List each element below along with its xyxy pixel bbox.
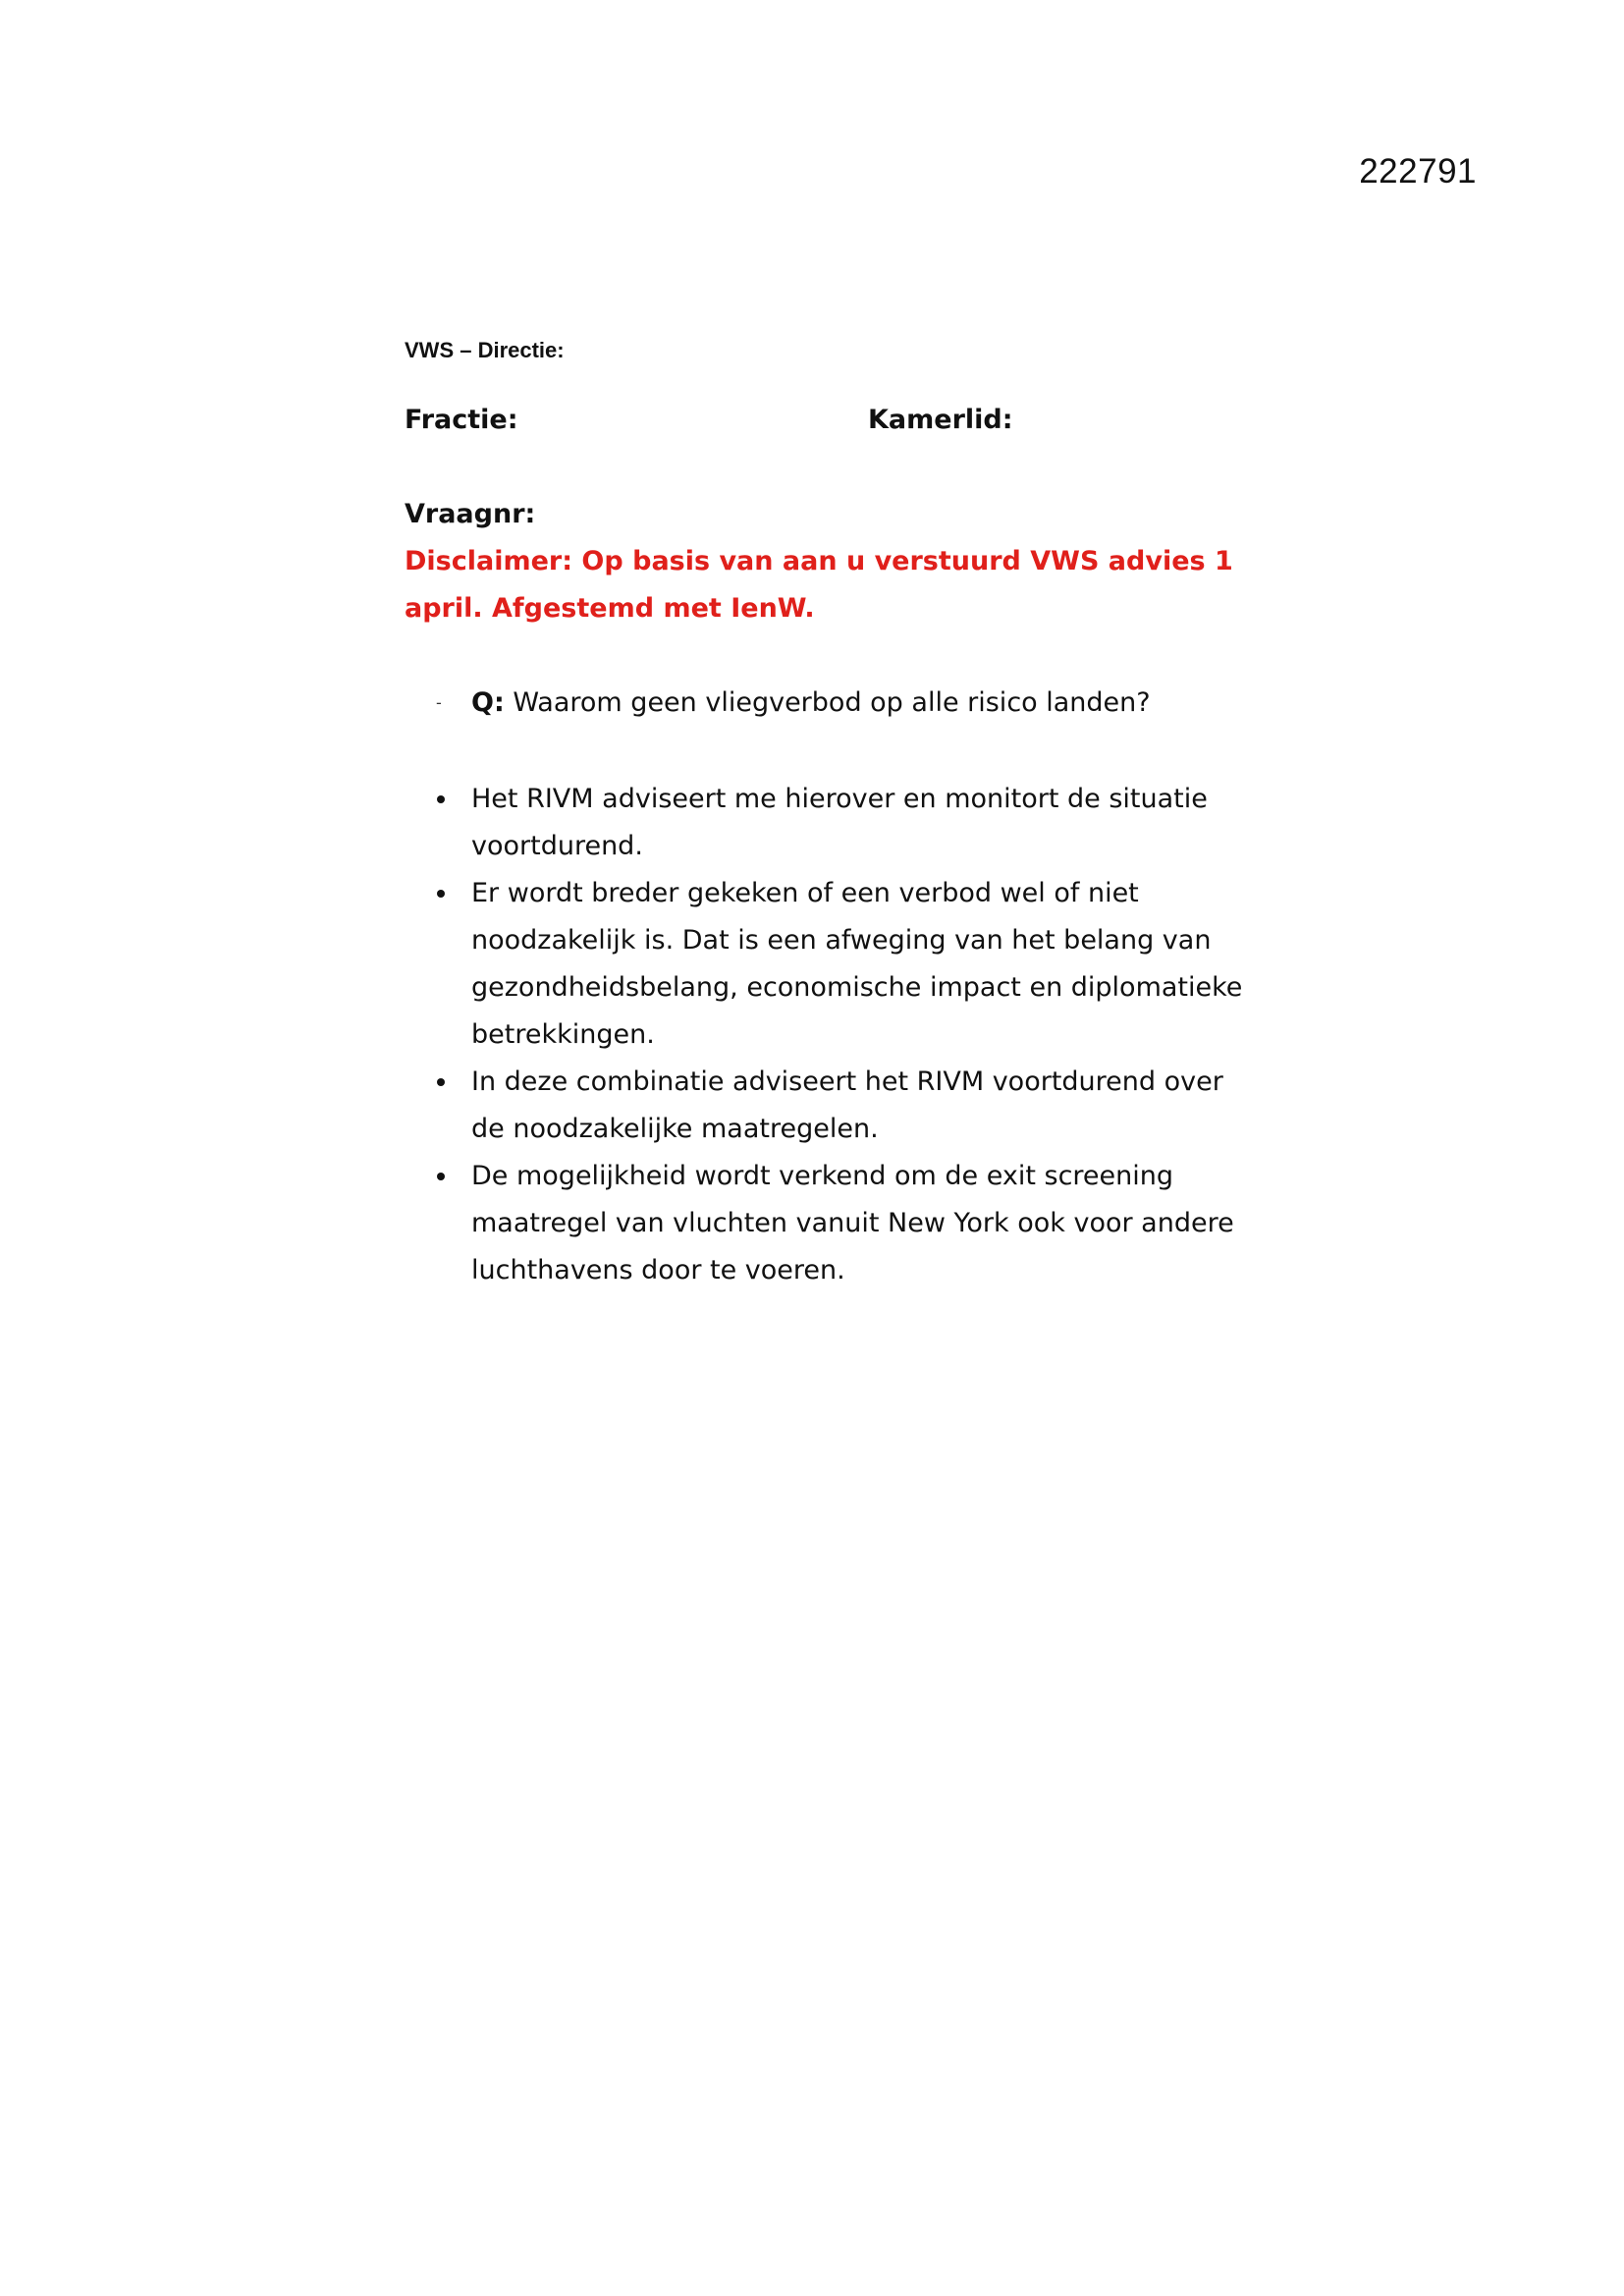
- vraagnr-label: Vraagnr:: [405, 499, 536, 529]
- answer-text: De mogelijkheid wordt verkend om de exit screening maatregel van vluchten vanuit New York ook voor andere luchthavens door te voeren.: [471, 1161, 1234, 1285]
- kamerlid-label: Kamerlid:: [868, 405, 1013, 435]
- answer-item: [405, 1059, 1247, 1153]
- bullet-icon: [437, 1173, 445, 1180]
- fractie-label: Fractie:: [405, 405, 518, 435]
- question-label: Q:: [471, 687, 505, 718]
- answer-text: Er wordt breder gekeken of een verbod wel of niet noodzakelijk is. Dat is een afweging van het belang van gezondheidsbelang, economische impact en diplomatieke betrekkingen.: [471, 878, 1243, 1050]
- document-number: 222791: [1359, 152, 1477, 191]
- bullet-icon: [437, 795, 445, 803]
- directie-label: VWS – Directie:: [405, 338, 565, 362]
- question-dash: -: [436, 693, 442, 712]
- question-text-line: [471, 683, 1151, 723]
- bullet-icon: [437, 890, 445, 898]
- bullet-icon: [437, 1078, 445, 1086]
- answer-item: [405, 776, 1247, 870]
- answer-item: [405, 870, 1247, 1059]
- answer-text: Het RIVM adviseert me hierover en monitort de situatie voortdurend.: [471, 784, 1208, 861]
- answer-text: In deze combinatie adviseert het RIVM voortdurend over de noodzakelijke maatregelen.: [471, 1066, 1223, 1144]
- answer-item: [405, 1153, 1247, 1294]
- answer-list: [405, 776, 1243, 1294]
- question-text: Waarom geen vliegverbod op alle risico landen?: [504, 687, 1151, 718]
- disclaimer-text: Disclaimer: Op basis van aan u verstuurd VWS advies 1 april. Afgestemd met IenW.: [405, 546, 1233, 624]
